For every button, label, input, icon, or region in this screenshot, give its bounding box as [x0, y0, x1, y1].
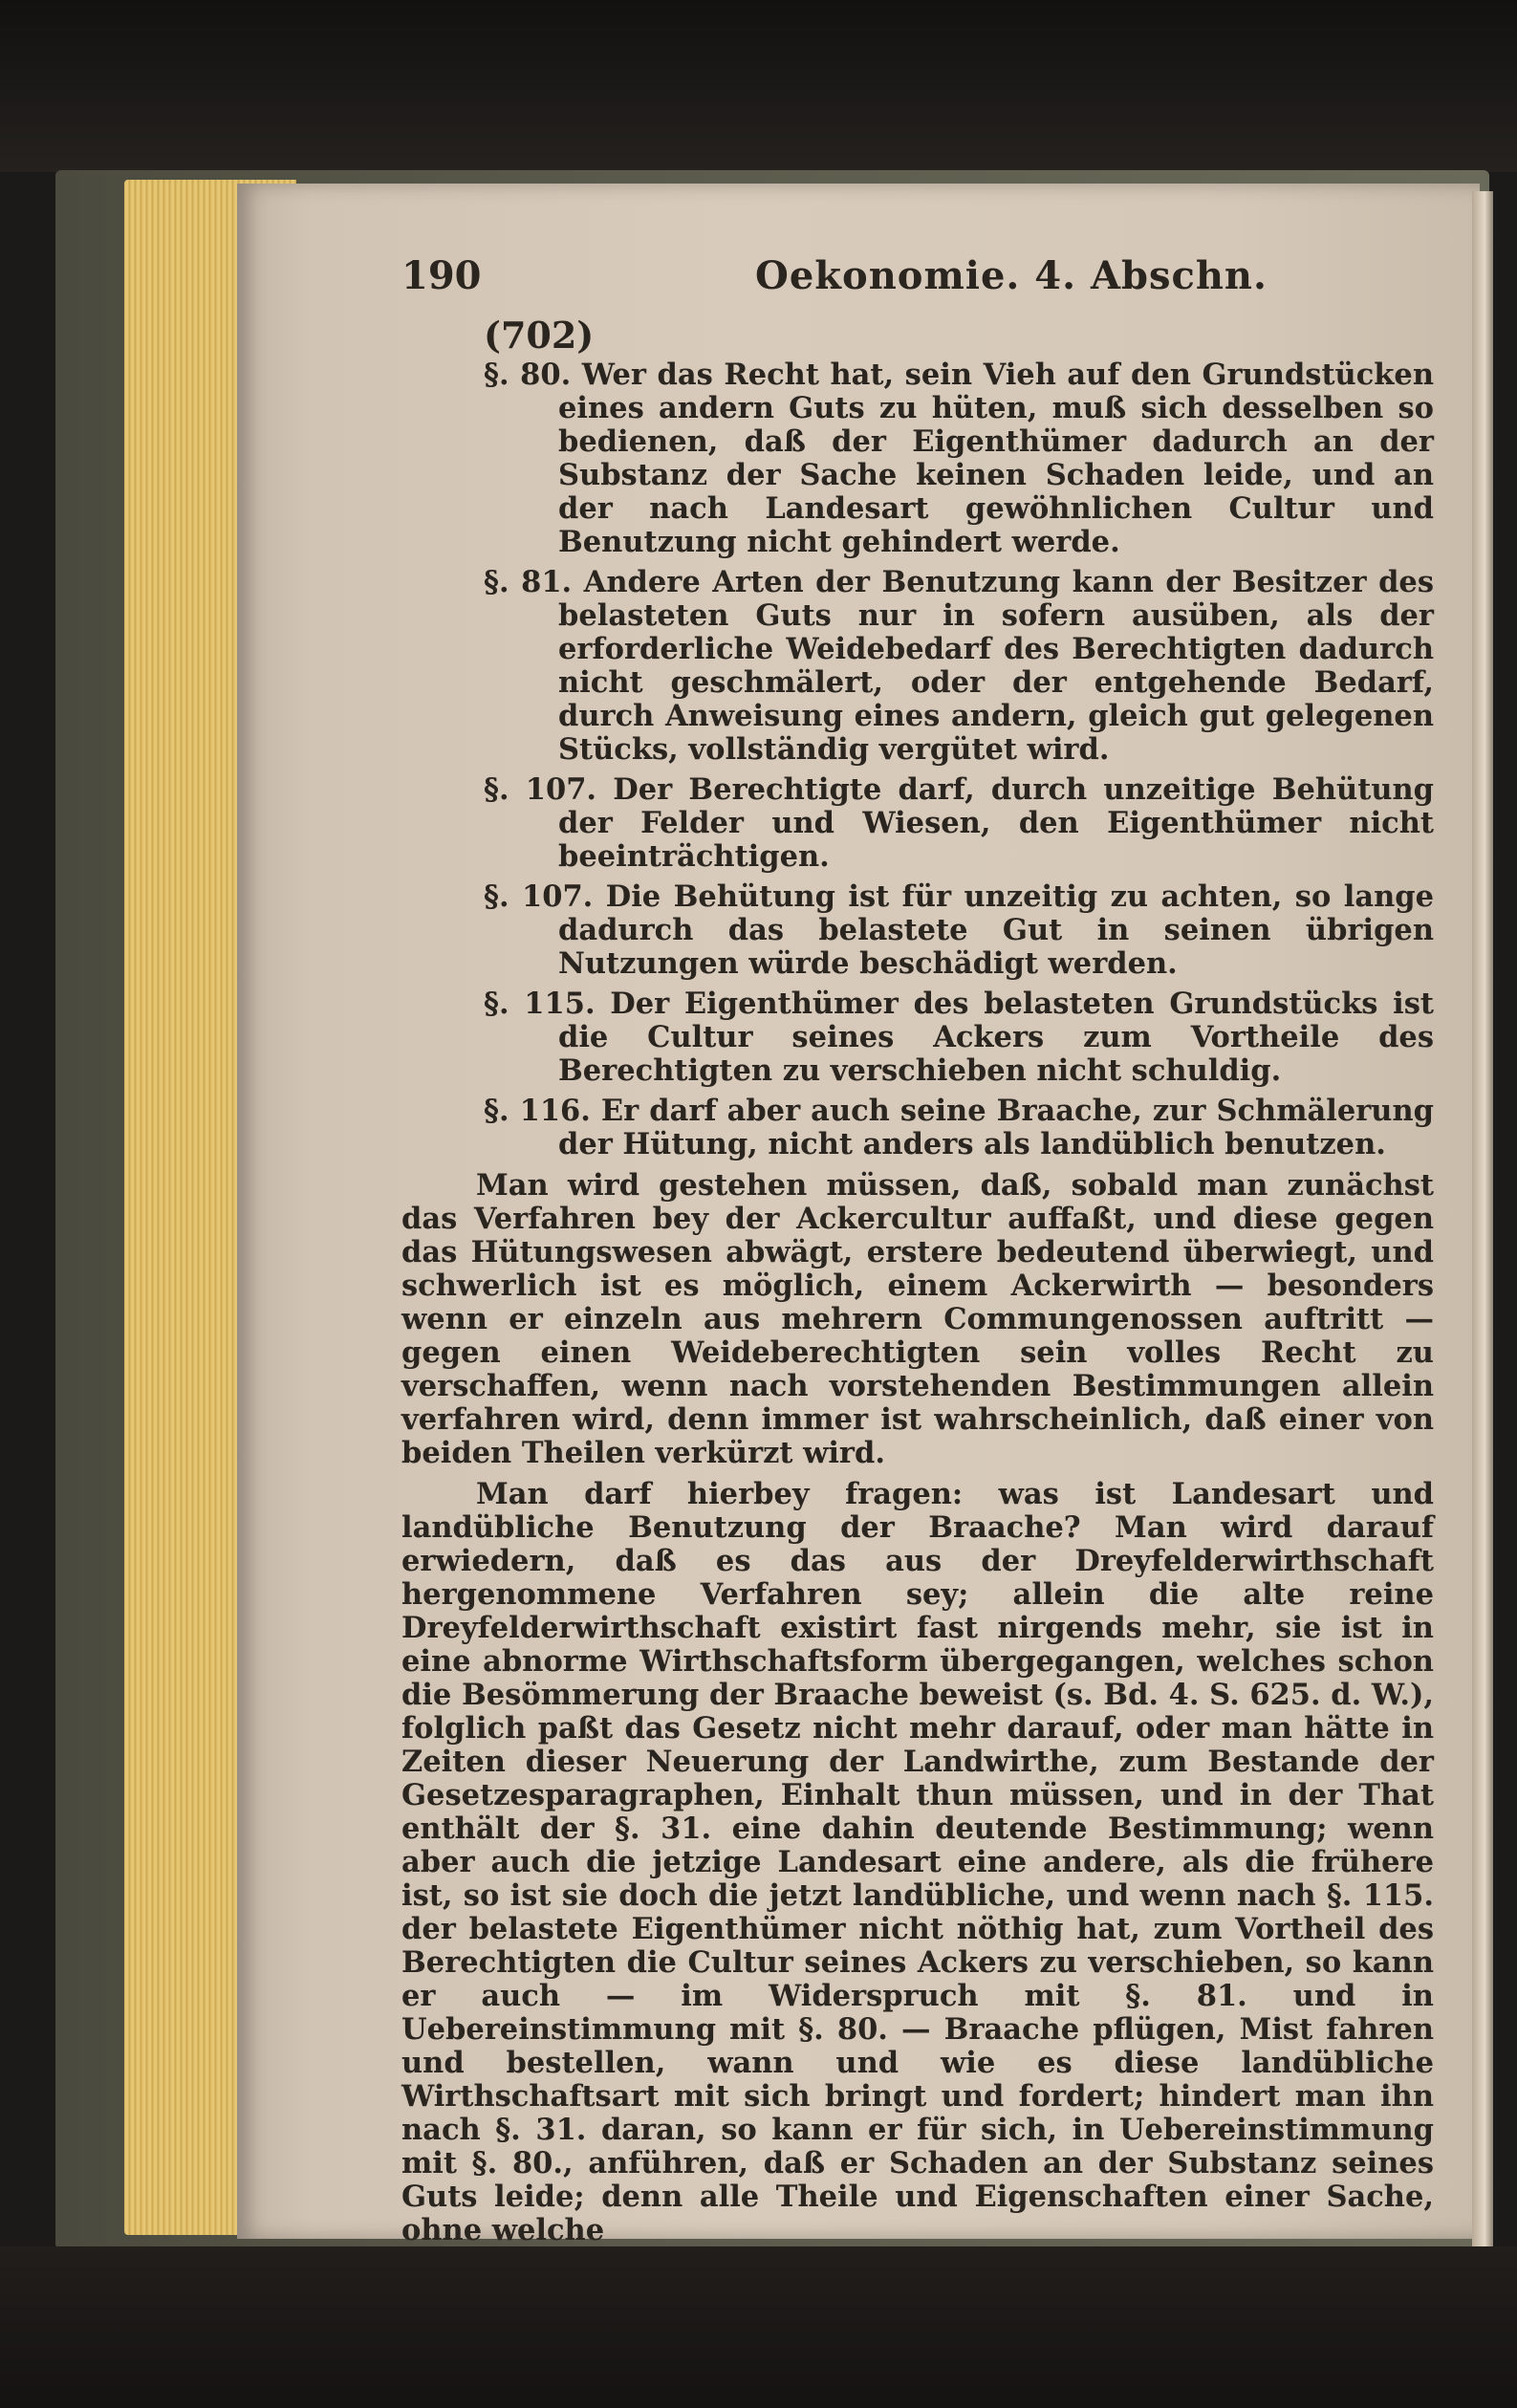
- page-header: [401, 253, 1434, 313]
- law-paragraph-81: §. 81. Andere Arten der Benutzung kann der Besitzer des belasteten Guts nur in sofern ausüben, als der erforderliche Weidebedarf des Berechtigten dadurch nicht geschmälert, oder der entgehende Bedarf, durch Anweisung eines andern, gleich gut gelegenen Stücks, vollständig vergütet wird.: [484, 565, 1434, 767]
- body-paragraph-1: Man wird gestehen müssen, daß, sobald man zunächst das Verfahren bey der Ackercultur auffaßt, und diese gegen das Hütungswesen abwägt, erstere bedeutend überwiegt, und schwerlich ist es möglich, einem Ackerwirth — besonders wenn er einzeln aus mehrern Commungenossen auftritt — gegen einen Weideberechtigten sein volles Recht zu verschaffen, wenn nach vorstehenden Bestimmungen allein verfahren wird, denn immer ist wahrscheinlich, daß einer von beiden Theilen verkürzt wird.: [401, 1168, 1434, 1470]
- page-content: [401, 253, 1434, 2247]
- law-paragraph-107a: §. 107. Der Berechtigte darf, durch unzeitige Behütung der Felder und Wiesen, den Eigenthümer nicht beeinträchtigen.: [484, 772, 1434, 874]
- background-bottom: [0, 2246, 1517, 2408]
- law-paragraph-115: §. 115. Der Eigenthümer des belasteten Grundstücks ist die Cultur seines Ackers zum Vortheile des Berechtigten zu verschieben nicht schuldig.: [484, 987, 1434, 1088]
- page-right-edge: [1472, 191, 1493, 2246]
- page-number: 190: [401, 253, 482, 298]
- running-head: Oekonomie. 4. Abschn.: [755, 253, 1268, 298]
- law-paragraph-107b: §. 107. Die Behütung ist für unzeitig zu achten, so lange dadurch das belastete Gut in seinen übrigen Nutzungen würde beschädigt werden.: [484, 879, 1434, 981]
- law-paragraph-80: §. 80. Wer das Recht hat, sein Vieh auf den Grundstücken eines andern Guts zu hüten, muß sich desselben so bedienen, daß der Eigenthümer dadurch an der Substanz der Sache keinen Schaden leide, und an der nach Landesart gewöhnlichen Cultur und Benutzung nicht gehindert werde.: [484, 358, 1434, 559]
- section-number: (702): [484, 314, 595, 357]
- body-paragraph-2: Man darf hierbey fragen: was ist Landesart und landübliche Benutzung der Braache? Man wird darauf erwiedern, daß es das aus der Dreyfelderwirthschaft hergenommene Verfahren sey; allein die alte reine Dreyfelderwirthschaft existirt fast nirgends mehr, sie ist in eine abnorme Wirthschaftsform übergegangen, welches schon die Besömmerung der Braache beweist (s. Bd. 4. S. 625. d. W.), folglich paßt das Gesetz nicht mehr darauf, oder man hätte in Zeiten dieser Neuerung der Landwirthe, zum Bestande der Gesetzesparagraphen, Einhalt thun müssen, und in der That enthält der §. 31. eine dahin deutende Bestimmung; wenn aber auch die jetzige Landesart eine andere, als die frühere ist, so ist sie doch die jetzt landübliche, und wenn nach §. 115. der belastete Eigenthümer nicht nöthig hat, zum Vortheil des Berechtigten die Cultur seines Ackers zu verschieben, so kann er auch — im Widerspruch mit §. 81. und in Uebereinstimmung mit §. 80. — Braache pflügen, Mist fahren und bestellen, wann und wie es diese landübliche Wirthschaftsart mit sich bringt und fordert; hindert man ihn nach §. 31. daran, so kann er für sich, in Uebereinstimmung mit §. 80., anführen, daß er Schaden an der Substanz seines Guts leide; denn alle Theile und Eigenschaften einer Sache, ohne welche: [401, 1477, 1434, 2247]
- law-paragraph-116: §. 116. Er darf aber auch seine Braache, zur Schmälerung der Hütung, nicht anders als landüblich benutzen.: [484, 1094, 1434, 1161]
- background-top: [0, 0, 1517, 172]
